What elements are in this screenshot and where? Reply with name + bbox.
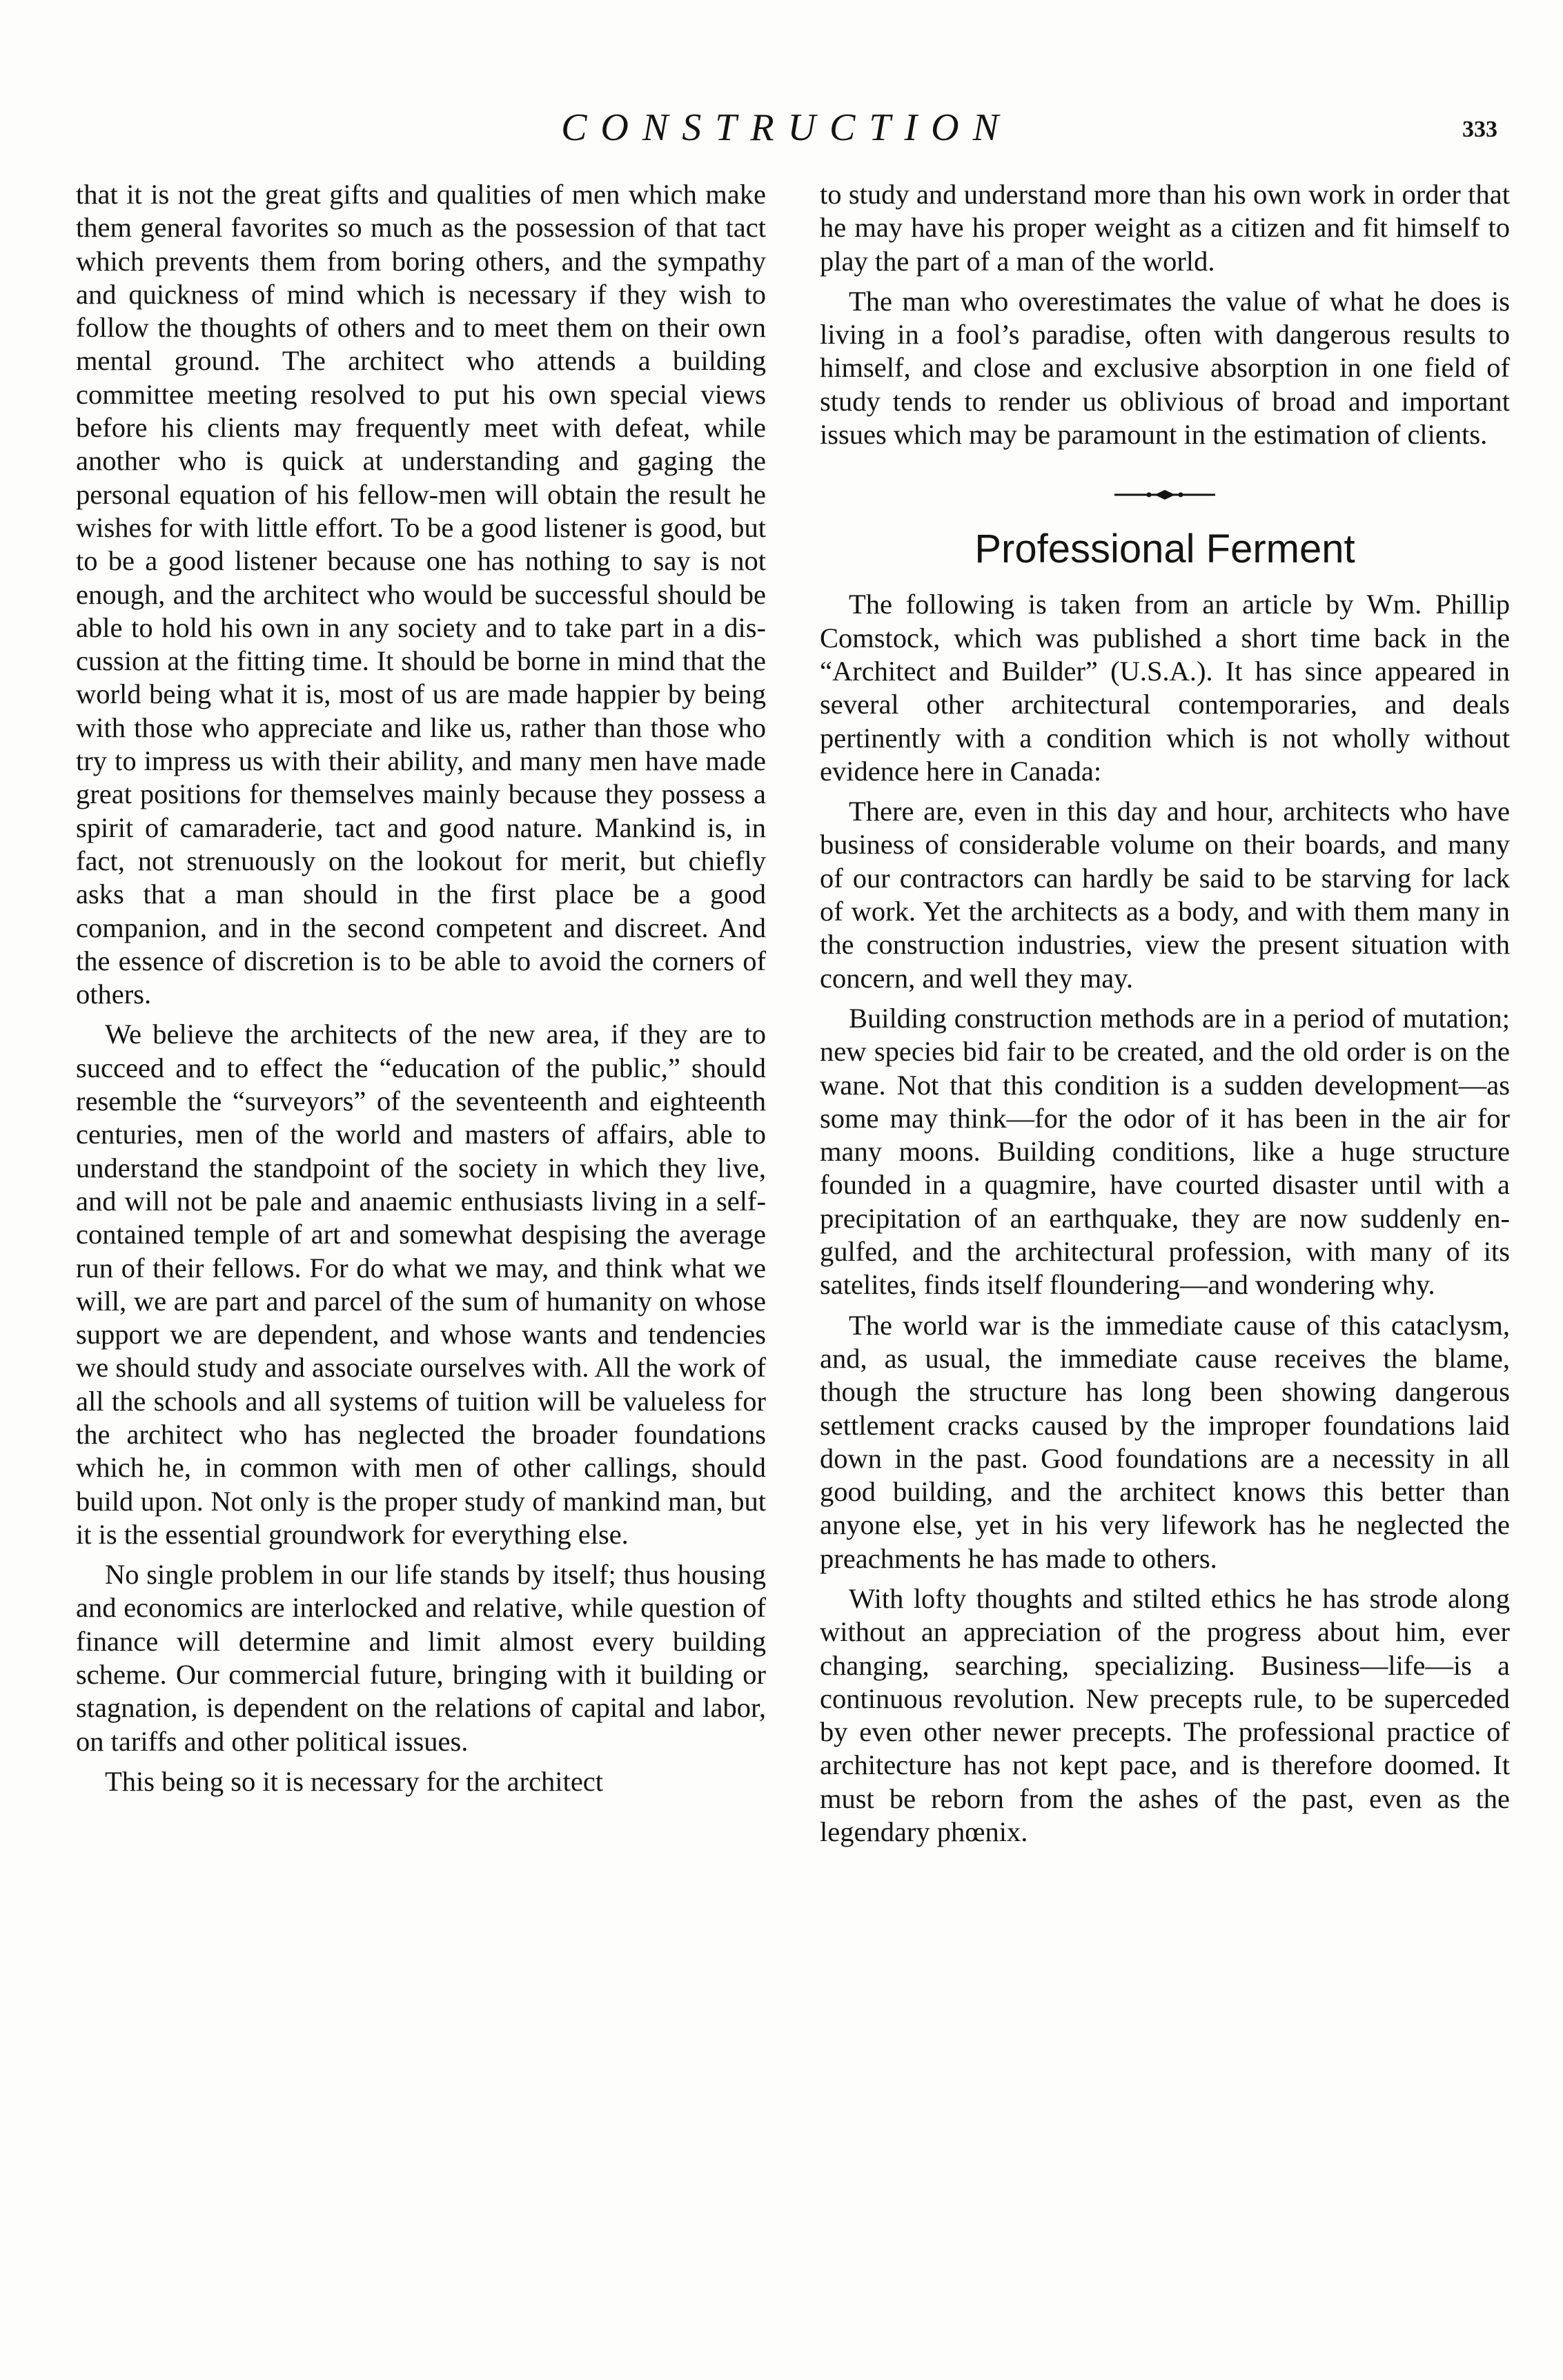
body-paragraph: to study and understand more than his own work in order that he may have his proper weight as a citizen and fit himself to play the part of a man of the world. — [820, 179, 1510, 277]
body-paragraph: The following is taken from an article by Wm. Phillip Comstock, which was published a short time back in the “Architect and Builder” (U.S.A.). It has since appeared in several other architectural contemporaries, and deals pertinently with a condition which is not wholly without evidence here in Canada: — [820, 589, 1510, 787]
running-head — [76, 104, 1497, 152]
body-paragraph: With lofty thoughts and stilted ethics he has strode along without an appreciation of the progress about him, ever changing, searching, specializing. Business—life—is a continuous revolution. New precepts rule, to be superceded by even other newer precepts. The professional practice of architecture has not kept pace, and is therefore doomed. It must be reborn from the ashes of the past, even as the legendary phœnix. — [820, 1582, 1510, 1848]
journal-title: CONSTRUCTION — [561, 106, 1012, 149]
body-paragraph: Building construction methods are in a period of mutation; new species bid fair to be created, and the old order is on the wane. Not that this condition is a sudden development—as some may think—for the odor of it has been in the air for many moons. Building conditions, like a huge structure founded in a quagmire, have courted disaster until with a precipitation of an earthquake, they are now suddenly engulfed, and the architectural profession, with many of its satelites, finds itself floundering—and wondering why. — [820, 1002, 1510, 1301]
body-paragraph: The man who overestimates the value of what he does is living in a fool’s paradise, often with dangerous results to himself, and close and exclusive absorption in one field of study tends to render us oblivious of broad and important issues which may be paramount in the estimation of clients. — [820, 285, 1510, 451]
body-paragraph: We believe the architects of the new area, if they are to succeed and to effect the “education of the public,” should resemble the “surveyors” of the seventeenth and eighteenth centuries, men of the world and masters of affairs, able to understand the standpoint of the society in which they live, and will not be pale and anaemic enthusiasts living in a self-contained temple of art and somewhat despising the average run of their fellows. For do what we may, and think what we will, we are part and parcel of the sum of humanity on whose support we are dependent, and whose wants and tendencies we should study and associate ourselves with. All the work of all the schools and all systems of tuition will be valueless for the architect who has neglected the broader foundations which he, in common with men of other callings, should build upon. Not only is the proper study of mankind man, but it is the essential groundwork for everything else. — [76, 1019, 766, 1550]
left-column — [76, 178, 766, 1805]
body-paragraph: No single problem in our life stands by itself; thus housing and economics are interlocked and relative, while question of finance will determine and limit almost every building scheme. Our commercial future, bringing with it building or stagnation, is dependent on the relations of capital and labor, on tariffs and other political issues. — [76, 1559, 766, 1757]
diamond-rule-icon — [1113, 488, 1217, 502]
section-title: Professional Ferment — [974, 527, 1355, 572]
page-number: 333 — [1462, 117, 1497, 142]
section-divider-ornament — [820, 471, 1510, 519]
body-paragraph: The world war is the immediate cause of this cataclysm, and, as usual, the immediate cause receives the blame, though the structure has long been showing dangerous settlement cracks caused by the improper foundations laid down in the past. Good foundations are a necessity in all good building, and the architect knows this better than anyone else, yet in his very lifework has he neglected the preachments he has made to others. — [820, 1309, 1510, 1574]
body-paragraph: that it is not the great gifts and qualities of men which make them general favorites so much as the possession of that tact which prevents them from boring others, and the sympathy and quickness of mind which is necessary if they wish to follow the thoughts of others and to meet them on their own mental ground. The architect who attends a building committee meeting resolved to put his own special views before his clients may frequently meet with defeat, while another who is quick at understanding and gaging the personal equation of his fellow-men will obtain the result he wishes for with little effort. To be a good listener is good, but to be a good listener because one has nothing to say is not enough, and the architect who would be successful should be able to hold his own in any society and to take part in a discussion at the fitting time. It should be borne in mind that the world being what it is, most of us are made happier by being with those who appreciate and like us, rather than those who try to impress us with their ability, and many men have made great positions for themselves mainly because they possess a spirit of camaraderie, tact and good nature. Mankind is, in fact, not strenuously on the lookout for merit, but chiefly asks that a man should in the first place be a good companion, and in the second competent and discreet. And the essence of discretion is to be able to avoid the corners of others. — [76, 179, 766, 1010]
body-paragraph: This being so it is necessary for the architect — [105, 1765, 604, 1797]
body-paragraph: There are, even in this day and hour, architects who have business of considerable volume on their boards, and many of our contractors can hardly be said to be starving for lack of work. Yet the architects as a body, and with them many in the construction industries, view the present situation with concern, and well they may. — [820, 796, 1510, 994]
right-column — [820, 178, 1510, 1856]
